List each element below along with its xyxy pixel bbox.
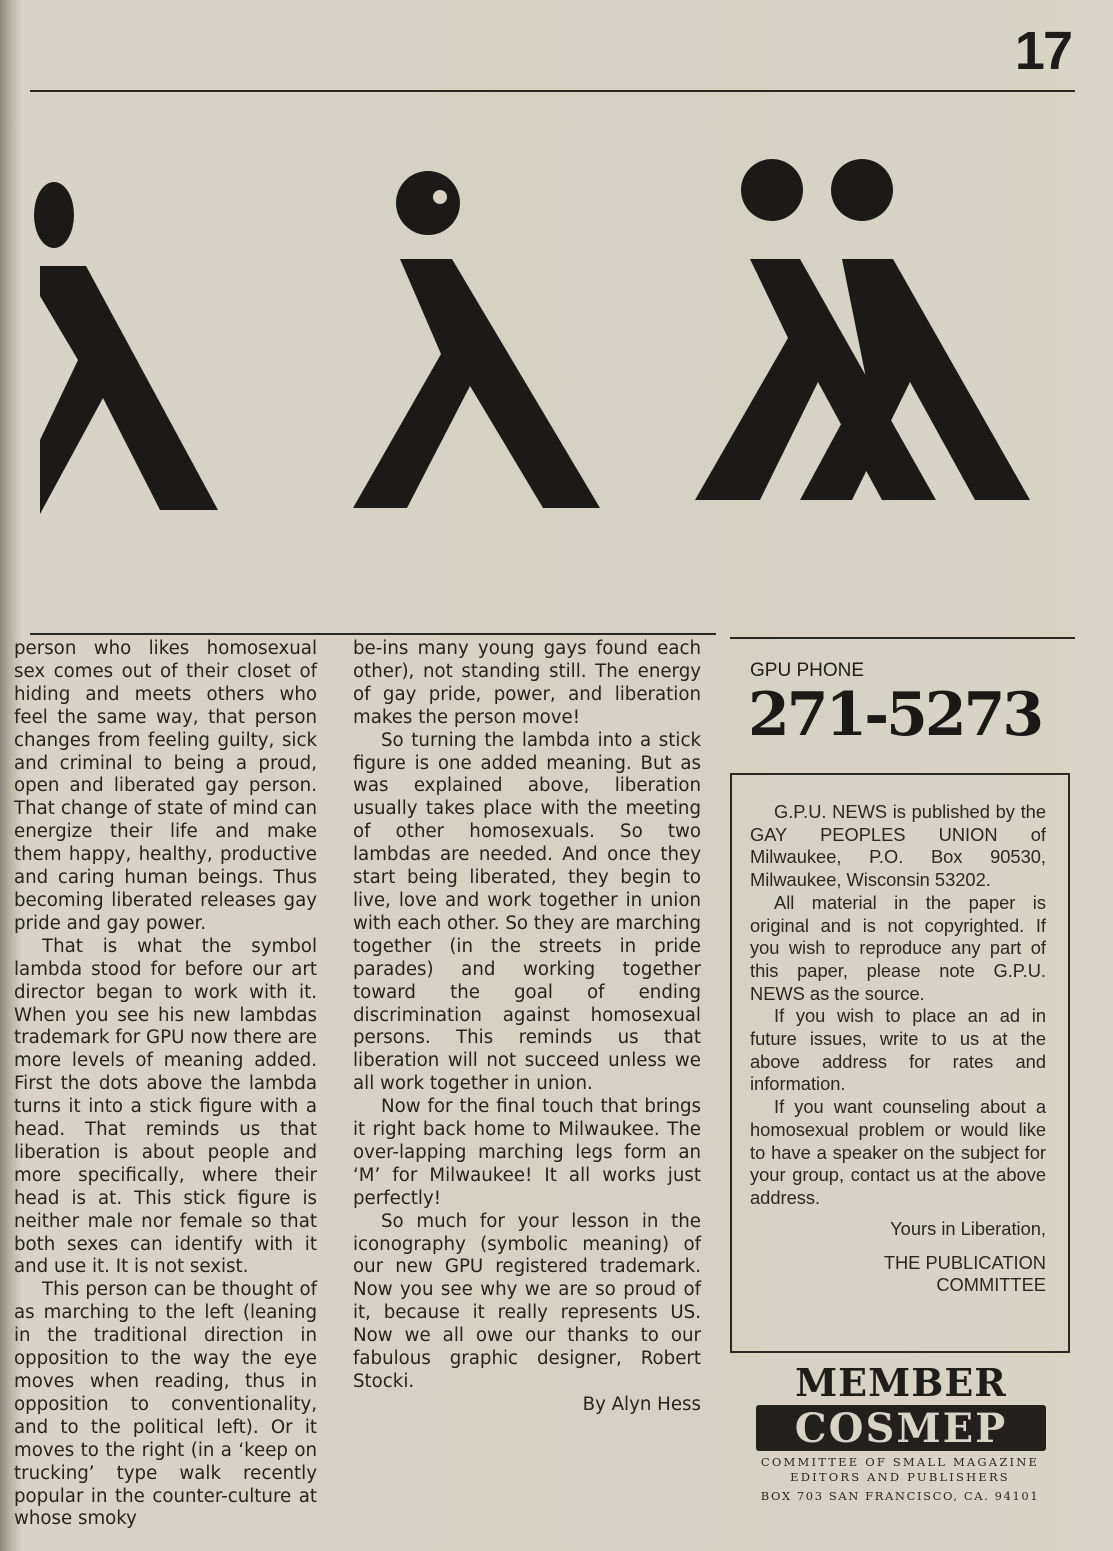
article-column-2: [353, 638, 701, 1417]
article-paragraph: person who likes homosexual sex comes out of their closet of hiding and meets others who feel the same way, that person changes from feeling guilty, sick and criminal to being a proud, open and liberated gay person. That change of state of mind can energize their life and make them happy, healthy, productive and caring human beings. Thus becoming liberated releases gay pride and gay power.: [14, 638, 317, 934]
article-paragraph: be-ins many young gays found each other), not standing still. The energy of gay pride, power, and liberation makes the person move!: [353, 638, 701, 728]
sidebar-rule: [730, 637, 1075, 639]
cosmep-logo-text: COSMEP: [794, 1404, 1008, 1452]
info-paragraph-counseling: If you want counseling about a homosexual problem or would like to have a speaker on the subject for your group, contact us at the above address.: [750, 1096, 1046, 1208]
section-rule: [30, 633, 716, 635]
cosmep-line-1: COMMITTEE OF SMALL MAGAZINE: [760, 1455, 1040, 1469]
lambda-body: [40, 266, 218, 514]
article-paragraph: So much for your lesson in the iconography (symbolic meaning) of our new GPU registered trademark. Now you see why we are so proud of it, because it really represents US. Now we all owe our thanks to our fabulous graphic designer, Robert Stocki.: [353, 1210, 701, 1392]
article-paragraph: Now for the final touch that brings it right back home to Milwaukee. The over-lapping marching legs form an ‘M’ for Milwaukee! It all works just perfectly!: [353, 1096, 701, 1209]
info-paragraph-copyright: All material in the paper is original and is not copyrighted. If you wish to reproduce any part of this paper, please note G.P.U. NEWS as the source.: [750, 891, 1046, 1004]
info-signature-line-1: THE PUBLICATION: [883, 1252, 1046, 1274]
page-number: 17: [1014, 21, 1071, 81]
article-paragraph: This person can be thought of as marching to the left (leaning in the traditional direction in opposition to the way the eye moves when reading, thus in opposition to conventionality, and to the political left). Or it moves to the right (in a ‘keep on trucking’ type walk recently popular in the counter-culture at whose smoky: [14, 1279, 317, 1530]
cosmep-line-2: EDITORS AND PUBLISHERS: [790, 1470, 1010, 1484]
article-column-1: [14, 638, 317, 1531]
lambda-logos: [0, 0, 1113, 640]
info-paragraph-publisher: G.P.U. NEWS is published by the GAY PEOPLES UNION of Milwaukee, P.O. Box 90530, Milwaukee, Wisconsin 53202.: [750, 801, 1046, 891]
cosmep-logo: [756, 1405, 1046, 1451]
gpu-phone-number: 271-5273: [748, 680, 1042, 750]
article-byline: By Alyn Hess: [582, 1393, 701, 1415]
stick-figure-head: [396, 171, 460, 235]
trademark-head-right: [831, 159, 893, 221]
gpu-trademark-logo: [695, 159, 1030, 500]
article-paragraph: So turning the lambda into a stick figure is one added meaning. But as was explained above, liberation usually takes place with the meeting of other homosexuals. So two lambdas are needed. And once they start being liberated, they begin to live, love and work together in union with each other. So they are marching together (in the streets in pride parades) and working together toward the goal of ending discrimination against homosexual persons. This reminds us that liberation will not succeed unless we all work together in union.: [353, 729, 701, 1095]
single-lambda-logo: [34, 182, 218, 514]
publication-info-box: [730, 773, 1070, 1353]
lambda-head-dot: [34, 182, 74, 248]
gpu-phone-label: GPU PHONE: [750, 660, 865, 681]
member-title: MEMBER: [795, 1360, 1007, 1405]
stick-figure-body: [353, 259, 600, 508]
info-closing: Yours in Liberation,: [890, 1217, 1046, 1239]
article-paragraph: That is what the symbol lambda stood for before our art director began to work with it. When you see his new lambdas trademark for GPU now there are more levels of meaning added. First the dots above the lambda turns it into a stick figure with a head. That reminds us that liberation is about people and more specifically, where their head is at. This stick figure is neither male nor female so that both sexes can identify with it and use it. It is not sexist.: [14, 935, 317, 1278]
cosmep-address: BOX 703 SAN FRANCISCO, CA. 94101: [760, 1489, 1040, 1503]
trademark-head-left: [741, 159, 803, 221]
info-signature-line-2: COMMITTEE: [936, 1274, 1046, 1296]
info-paragraph-ads: If you wish to place an ad in future issues, write to us at the above address for rates and information.: [750, 1005, 1046, 1095]
stick-figure-logo: [353, 171, 600, 508]
